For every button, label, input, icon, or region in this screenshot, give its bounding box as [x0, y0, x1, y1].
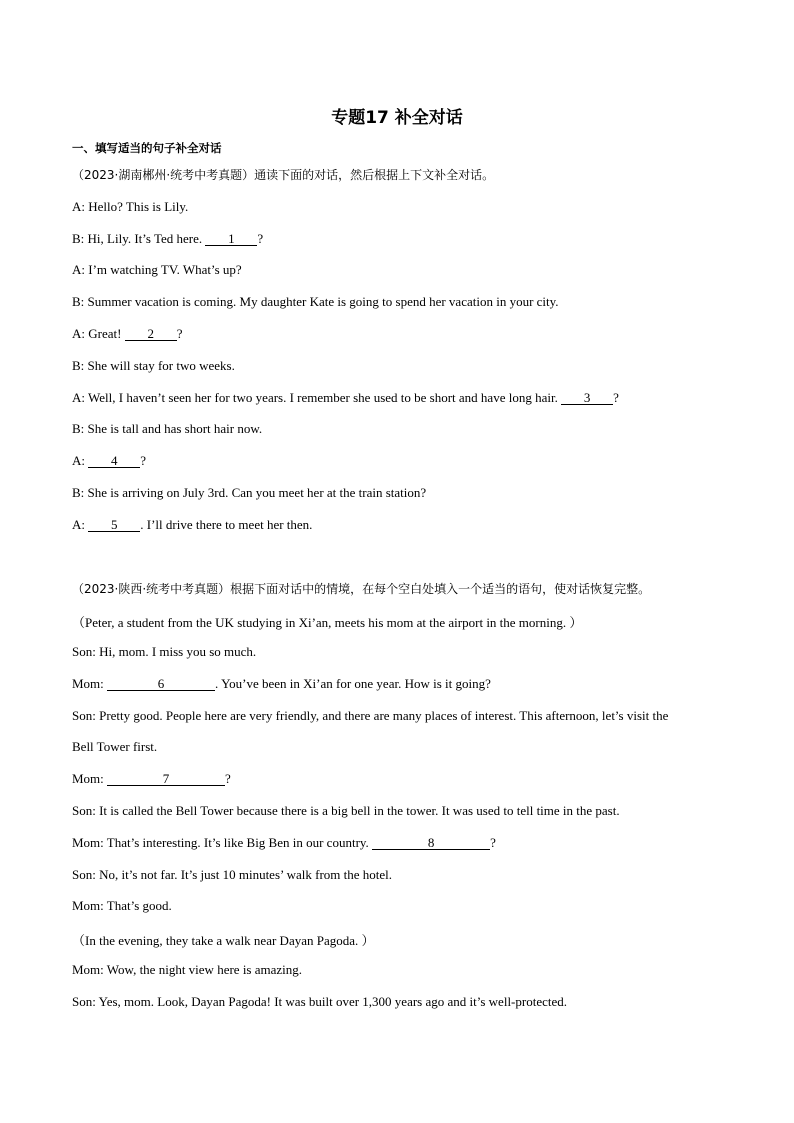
dialogue-line [72, 326, 182, 342]
dialogue-line [72, 390, 619, 406]
part2-intro: （2023·陕西·统考中考真题）根据下面对话中的情境，在每个空白处填入一个适当的语句，使对话恢复完整。 [72, 582, 651, 596]
line-text-after: ? [225, 771, 231, 786]
blank-8[interactable]: 8 [372, 836, 490, 850]
dialogue-line [72, 676, 491, 692]
dialogue-line [72, 517, 312, 533]
blank-5[interactable]: 5 [88, 518, 140, 532]
dialogue-line [72, 199, 188, 215]
line-text: Mom: [72, 771, 108, 786]
line-text: （In the evening, they take a walk near Dayan Pagoda. ） [72, 933, 375, 948]
dialogue-line [72, 294, 559, 310]
line-text: Son: No, it’s not far. It’s just 10 minutes’ walk from the hotel. [72, 867, 393, 882]
line-text: Son: Hi, mom. I miss you so much. [72, 644, 257, 659]
line-text: B: Summer vacation is coming. My daughter Kate is going to spend her vacation in your city. [72, 294, 559, 309]
blank-4[interactable]: 4 [88, 454, 140, 468]
line-text: A: I’m watching TV. What’s up? [72, 262, 242, 277]
blank-6[interactable]: 6 [107, 677, 215, 691]
blank-2[interactable]: 2 [125, 327, 177, 341]
line-text: （Peter, a student from the UK studying in Xi’an, meets his mom at the airport in the morning. ） [72, 615, 583, 630]
dialogue-line [72, 835, 496, 851]
blank-1[interactable]: 1 [205, 232, 257, 246]
section-heading: 一、填写适当的句子补全对话 [72, 141, 222, 155]
line-text: A: [72, 453, 89, 468]
line-text: B: She is arriving on July 3rd. Can you meet her at the train station? [72, 485, 427, 500]
line-text: A: Hello? This is Lily. [72, 199, 189, 214]
line-text-after: . I’ll drive there to meet her then. [140, 517, 313, 532]
line-text: B: She will stay for two weeks. [72, 358, 235, 373]
line-text: A: [72, 517, 89, 532]
dialogue-line [72, 708, 668, 724]
part1-intro: （2023·湖南郴州·统考中考真题）通读下面的对话，然后根据上下文补全对话。 [72, 168, 495, 182]
dialogue-line [72, 898, 172, 914]
dialogue-line [72, 421, 262, 437]
dialogue-line [72, 771, 231, 787]
line-text: B: She is tall and has short hair now. [72, 421, 263, 436]
line-text: Bell Tower first. [72, 739, 158, 754]
line-text: Mom: That’s good. [72, 898, 172, 913]
dialogue-line [72, 358, 235, 374]
dialogue-line [72, 962, 302, 978]
dialogue-line [72, 867, 392, 883]
dialogue-line [72, 262, 242, 278]
line-text-after: ? [257, 231, 264, 246]
line-text: Son: Yes, mom. Look, Dayan Pagoda! It was built over 1,300 years ago and it’s well-protected. [72, 994, 567, 1009]
dialogue-line [72, 994, 567, 1010]
dialogue-line [72, 644, 256, 660]
dialogue-line [72, 930, 375, 949]
dialogue-line [72, 739, 157, 755]
page-title: 专题17 补全对话 [331, 108, 463, 128]
line-text: A: Well, I haven’t seen her for two years. I remember she used to be short and have long hair. [72, 390, 562, 405]
line-text: Mom: Wow, the night view here is amazing. [72, 962, 303, 977]
line-text: B: Hi, Lily. It’s Ted here. [72, 231, 206, 246]
dialogue-line [72, 485, 426, 501]
line-text-after: ? [176, 326, 183, 341]
line-text: A: Great! [72, 326, 125, 341]
blank-7[interactable]: 7 [107, 772, 225, 786]
blank-3[interactable]: 3 [561, 391, 613, 405]
line-text-after: ? [613, 390, 619, 405]
line-text: Son: Pretty good. People here are very friendly, and there are many places of interest. This afternoon, let’s visit the [72, 708, 669, 723]
line-text-after: . You’ve been in Xi’an for one year. How is it going? [215, 676, 491, 691]
line-text: Mom: [72, 676, 108, 691]
line-text-after: ? [140, 453, 147, 468]
dialogue-line [72, 453, 146, 469]
dialogue-line [72, 803, 620, 819]
line-text: Son: It is called the Bell Tower because there is a big bell in the tower. It was used to tell time in the past. [72, 803, 620, 818]
dialogue-line [72, 231, 263, 247]
line-text: Mom: That’s interesting. It’s like Big Ben in our country. [72, 835, 373, 850]
dialogue-line [72, 612, 582, 631]
line-text-after: ? [490, 835, 496, 850]
